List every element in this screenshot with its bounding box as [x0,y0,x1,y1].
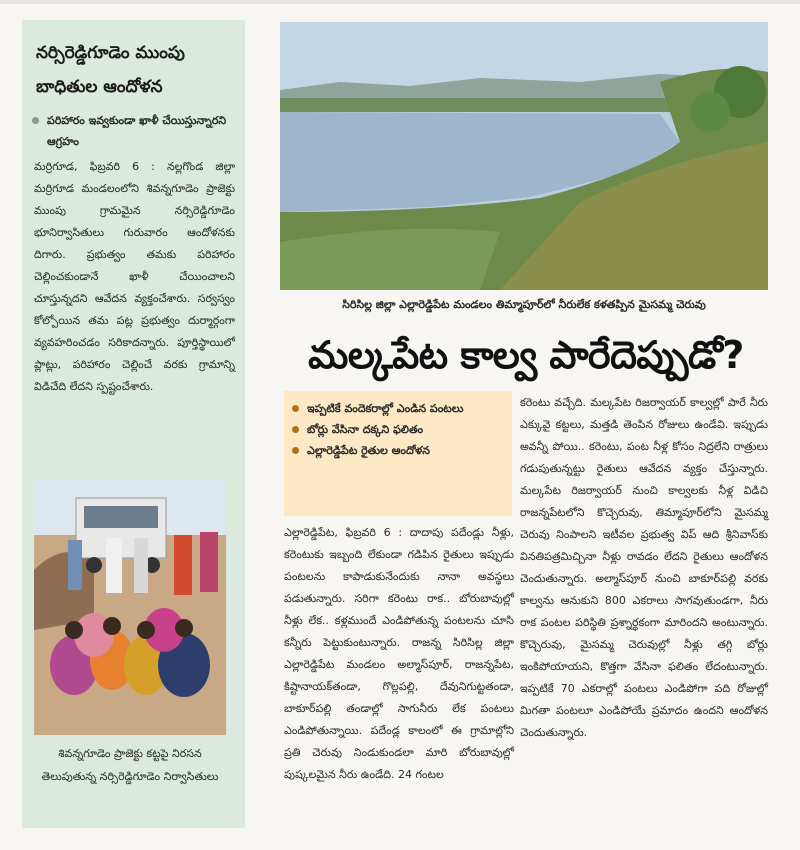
bullet-icon [292,426,299,433]
bullet-icon [32,117,39,124]
protest-photo-image [34,480,226,735]
protest-photo-caption: శివన్నగూడెం ప్రాజెక్టు కట్టపై నిరసన తెలుపుతున్న నర్సిరెడ్డిగూడెం నిర్వాసితులు [41,747,219,783]
lake-photo-caption: సిరిసిల్ల జిల్లా ఎల్లారెడ్డిపేట మండలం తిమ్మాపూర్‌లో నీరులేక కళతప్పిన మైసమ్మ చెరువు [342,298,706,311]
bullet-icon [292,405,299,412]
highlights-box [284,391,512,516]
lake-photo [280,22,768,290]
sidebar-subhead [30,110,237,152]
highlight-text: ఎల్లారెడ్డిపేట రైతుల ఆందోళన [307,444,430,457]
sidebar-subhead-text: పరిహారం ఇవ్వకుండా ఖాళీ చేయిస్తున్నారని ఆగ్రహం [47,114,227,148]
sidebar-body: మర్రిగూడ, ఫిబ్రవరి 6 : నల్లగొండ జిల్లా మర్రిగూడ మండలంలోని శివన్నగూడెం ప్రాజెక్టు ముంపు గ్రామమైన నర్సిరెడ్డిగూడెం భూనిర్వాసితులు గురువారం ఆందోళనకు దిగారు. ప్రభుత్వం తమకు పరిహారం చెల్లించకుండానే ఖాళీ చేయించాలని చూస్తున్నదని ఆవేదన వ్యక్తంచేశారు. సర్వస్వం కోల్పోయిన తమ పట్ల ప్రభుత్వం దుర్మార్గంగా వ్యవహరించడం సరికాదన్నారు. పూర్తిస్థాయిలో ప్లాట్లు, పరిహారం చెల్లించే వరకు గ్రామాన్ని విడిచేది లేదని స్పష్టంచేశారు. [34,160,235,393]
bullet-icon [292,447,299,454]
article-column-1: ఎల్లారెడ్డిపేట, ఫిబ్రవరి 6 : దాదాపు పదేండ్లు నీళ్లు, కరెంటుకు ఇబ్బంది లేకుండా గడిపిన రైతులు ఇప్పుడు పంటలను కాపాడుకునేందుకు నానా అవస్థలు పడుతున్నారు. సరిగా కరెంటు రాక.. బోరుబావుల్లో నీళ్లు లేక.. కళ్లముందే ఎండిపోతున్న పంటలను చూసి కన్నీరు పెట్టుకుంటున్నారు. రాజన్న సిరిసిల్ల జిల్లా ఎల్లారెడ్డిపేట మండలం అల్మాస్‌పూర్, రాజన్నపేట, కిష్టానాయక్‌తండా, గొల్లపల్లి, దేవునిగుట్టతండా, బాకూర్‌పల్లి తండాల్లో సాగునీరు లేక పంటలు ఎండిపోతున్నాయి. పదేండ్ల కాలంలో ఈ గ్రామాల్లోని ప్రతి చెరువు నిండుకుండలా మారి బోరుబావుల్లో పుష్కలమైన నీరు ఉండేది. 24 గంటల [284,526,514,781]
article-column-2: కరెంటు వచ్చేది. మల్కపేట రిజర్వాయర్ కాల్వల్లో పారే నీరు ఎక్కువై కట్టలు, మత్తడి తెంపిన రోజులు ఉండేవి. ఇప్పుడు అవన్నీ పోయి.. కరెంటు, పంట నీళ్ల కోసం నిద్రలేని రాత్రులు గడుపుతున్నట్టు రైతులు ఆవేదన వ్యక్తం చేస్తున్నారు. మల్కపేట రిజర్వాయర్ నుంచి కాల్వలకు నీళ్ల విడిచి రాజన్నపేటలోని కొచ్చెరువు, తిమ్మాపూర్‌లోని మైసమ్మ చెరువు నింపాలని ఇటీవల ప్రభుత్వ విప్ ఆది శ్రీనివాస్‌కు వినతిపత్రమిచ్చినా నీళ్లు రావడం లేదని రైతులు ఆందోళన చెందుతున్నారు. అల్మాస్‌పూర్ నుంచి బాకూర్‌పల్లి వరకు కాల్వను ఆనుకుని 800 ఎకరాలు సాగవుతుండగా, నీరు రాక పంటల పరిస్థితి ప్రశ్నార్థకంగా మారిందని అంటున్నారు. కొచ్చెరువు, మైసమ్మ చెరువుల్లో నీళ్లు తగ్గి బోర్లు ఇంకిపోయాయని, కొత్తగా వేసినా ఫలితం లేదంటున్నారు. ఇప్పటికే 70 ఎకరాల్లో పంటలు ఎండిపోగా పది రోజుల్లో మిగతా పంటలూ ఎండిపోయే ప్రమాదం ఉందని ఆందోళన చెందుతున్నారు. [520,396,768,739]
lake-photo-image [280,22,768,290]
protest-photo [34,480,226,735]
highlight-item [290,399,506,418]
main-headline: మల్కపేట కాల్వ పారేదెప్పుడో? [308,333,744,377]
highlight-text: బోర్లు వేసినా దక్కని ఫలితం [307,423,424,436]
sidebar-headline: నర్సిరెడ్డిగూడెం ముంపు బాధితుల ఆందోళన [36,43,185,97]
page-top-rule [0,0,800,4]
highlight-text: ఇప్పటికే వందెకరాల్లో ఎండిన పంటలు [307,402,464,415]
highlight-item [290,441,506,460]
highlight-item [290,420,506,439]
